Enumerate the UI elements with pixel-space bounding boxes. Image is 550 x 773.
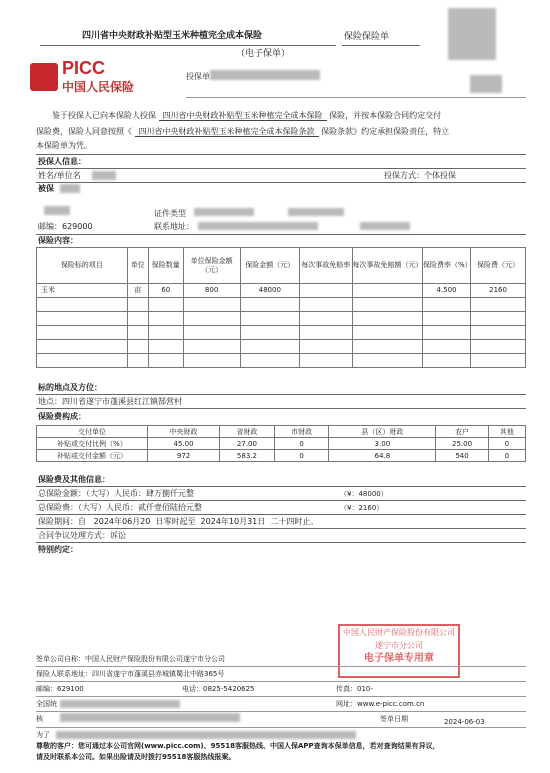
insured-blur-2 bbox=[44, 206, 70, 215]
for-label: 为了 bbox=[36, 731, 50, 739]
total-sum-line: 总保险金额：（大写）人民币：肆万捌仟元整 bbox=[38, 489, 194, 498]
fee-header: 县（区）财政 bbox=[329, 426, 436, 438]
fee-header: 农户 bbox=[436, 426, 488, 438]
qr-code bbox=[448, 8, 496, 60]
intro-line-3: 本保险单为凭。 bbox=[36, 141, 92, 150]
insurer-fax: 传真：010- bbox=[336, 685, 373, 693]
picc-logo-icon bbox=[30, 63, 58, 91]
verify-label: 核 bbox=[36, 715, 43, 723]
cov-cell: 亩 bbox=[127, 284, 148, 298]
insurer-address-line: 保险人联系地址：四川省遂宁市蓬溪县赤城镇蜀北中路365号 bbox=[36, 670, 225, 678]
applicant-address-blur bbox=[198, 222, 318, 230]
right-blur-1 bbox=[470, 75, 502, 93]
cov-cell bbox=[299, 284, 352, 298]
company-name: 中国人民保险 bbox=[62, 80, 135, 94]
insurer-postcode: 邮编：629100 bbox=[36, 685, 84, 693]
intro-line-1: 鉴于投保人已向本保险人投保 四川省中央财政补贴型玉米种植完全成本保险 保险，并按本保险合同约定交付 bbox=[52, 111, 442, 120]
id-type-label: 证件类型 bbox=[154, 209, 186, 218]
cov-cell: 玉米 bbox=[37, 284, 128, 298]
cov-cell: 60 bbox=[148, 284, 183, 298]
cov-header: 保险数量 bbox=[148, 248, 183, 284]
fee-cell: 25.00 bbox=[436, 438, 488, 450]
fee-cell: 27.00 bbox=[220, 438, 275, 450]
cov-header: 单位保险金额（元） bbox=[183, 248, 240, 284]
fee-cell: 972 bbox=[148, 450, 220, 462]
hotline-label: 全国统 bbox=[36, 700, 57, 708]
fee-cell: 补贴或交付金额（元） bbox=[37, 450, 148, 462]
total-premium-num: （¥：2160） bbox=[340, 504, 384, 512]
cov-header: 每次事故免赔率 bbox=[299, 248, 352, 284]
fee-header: 交付单位 bbox=[37, 426, 148, 438]
applicant-section: 投保人信息： bbox=[38, 157, 86, 166]
insurer-phone: 电话：0825-5420625 bbox=[182, 685, 255, 693]
policy-title-suffix: 保险保险单 bbox=[344, 32, 390, 42]
fee-section: 保险费构成： bbox=[38, 412, 86, 421]
applicant-phone-blur bbox=[360, 222, 410, 230]
fee-header: 省财政 bbox=[220, 426, 275, 438]
intro-line-2: 保险费，保险人同意按照《 四川省中央财政补贴型玉米种植完全成本保险条款 保险条款》约定承担保险责任，特立 bbox=[36, 127, 450, 136]
id-blur bbox=[194, 208, 254, 216]
cov-header: 单位 bbox=[127, 248, 148, 284]
fee-table bbox=[36, 425, 526, 462]
total-premium-line: 总保险费：（大写）人民币：贰仟壹佰陆拾元整 bbox=[38, 503, 202, 512]
fee-cell: 0 bbox=[274, 450, 329, 462]
fee-cell: 0 bbox=[488, 450, 525, 462]
coverage-table bbox=[36, 247, 526, 368]
fee-header: 中央财政 bbox=[148, 426, 220, 438]
cov-header: 保险金额（元） bbox=[240, 248, 299, 284]
fee-cell: 64.8 bbox=[329, 450, 436, 462]
company-stamp: 中国人民财产保险股份有限公司 遂宁市分公司 电子保单专用章 bbox=[338, 624, 460, 678]
location-section: 标的地点及方位： bbox=[38, 383, 102, 392]
applicant-postcode: 邮编：629000 bbox=[38, 222, 93, 231]
sign-date-label: 签单日期 bbox=[380, 715, 408, 723]
summary-section: 保险费及其他信息： bbox=[38, 475, 110, 484]
notice-line-2: 请及时联系本公司。如果出险请及时拨打95518客服热线报案。 bbox=[36, 753, 236, 761]
verify-blur bbox=[60, 713, 240, 722]
issuer-line: 签单公司自称：中国人民财产保险股份有限公司遂宁市分公司 bbox=[36, 655, 225, 663]
fee-cell: 3.00 bbox=[329, 438, 436, 450]
fee-cell: 583.2 bbox=[220, 450, 275, 462]
period-line: 保险期间：自 2024年06月20 日零时起至 2024年10月31日 二十四时止。 bbox=[38, 517, 319, 526]
coverage-section: 保险内容： bbox=[38, 236, 78, 245]
fee-cell: 540 bbox=[436, 450, 488, 462]
hotline-blur bbox=[60, 700, 180, 708]
for-blur bbox=[56, 731, 356, 739]
cov-header: 保险费（元） bbox=[471, 248, 526, 284]
policy-title: 四川省中央财政补贴型玉米种植完全成本保险 bbox=[82, 31, 263, 41]
fee-cell: 0 bbox=[274, 438, 329, 450]
cov-header: 每次事故免赔额（元） bbox=[352, 248, 422, 284]
special-label: 特别约定： bbox=[38, 545, 78, 554]
fee-cell: 45.00 bbox=[148, 438, 220, 450]
insured-label: 被保 bbox=[38, 184, 54, 193]
fee-cell: 补贴或交付比例（%） bbox=[37, 438, 148, 450]
policy-no-blur bbox=[210, 70, 320, 80]
cov-cell: 48000 bbox=[240, 284, 299, 298]
id-blur-2 bbox=[288, 208, 344, 216]
applicant-address-label: 联系地址： bbox=[154, 222, 194, 231]
location-line: 地点：四川省遂宁市蓬溪县红江镇郜营村 bbox=[38, 397, 182, 406]
picc-logo-text: PICC bbox=[62, 58, 106, 78]
fee-header: 市财政 bbox=[274, 426, 329, 438]
policy-subtitle: （电子保单） bbox=[236, 49, 291, 59]
notice-line-1: 尊敬的客户：您可通过本公司官网(www.picc.com)、95518客服热线、中国人保APP查询本保单信息，若对查询结果有异议， bbox=[36, 742, 440, 750]
cov-header: 保险标的项目 bbox=[37, 248, 128, 284]
insured-blur-1 bbox=[60, 184, 80, 193]
dispute-line: 合同争议处理方式：诉讼 bbox=[38, 531, 126, 540]
website-line: 网址：www.e-picc.com.cn bbox=[336, 700, 425, 708]
method-label: 投保方式：个体投保 bbox=[384, 171, 456, 180]
cov-header: 保险费率（%） bbox=[422, 248, 470, 284]
cov-cell: 2160 bbox=[471, 284, 526, 298]
total-sum-num: （¥：48000） bbox=[340, 490, 388, 498]
policy-no-label: 投保单 bbox=[186, 72, 210, 81]
applicant-name-label: 姓名/单位名 bbox=[38, 171, 81, 180]
cov-cell: 800 bbox=[183, 284, 240, 298]
fee-header: 其他 bbox=[488, 426, 525, 438]
fee-cell: 0 bbox=[488, 438, 525, 450]
cov-cell: 4.500 bbox=[422, 284, 470, 298]
cov-cell bbox=[352, 284, 422, 298]
sign-date-value: 2024-06-03 bbox=[444, 718, 485, 726]
applicant-name-blur bbox=[92, 171, 116, 180]
